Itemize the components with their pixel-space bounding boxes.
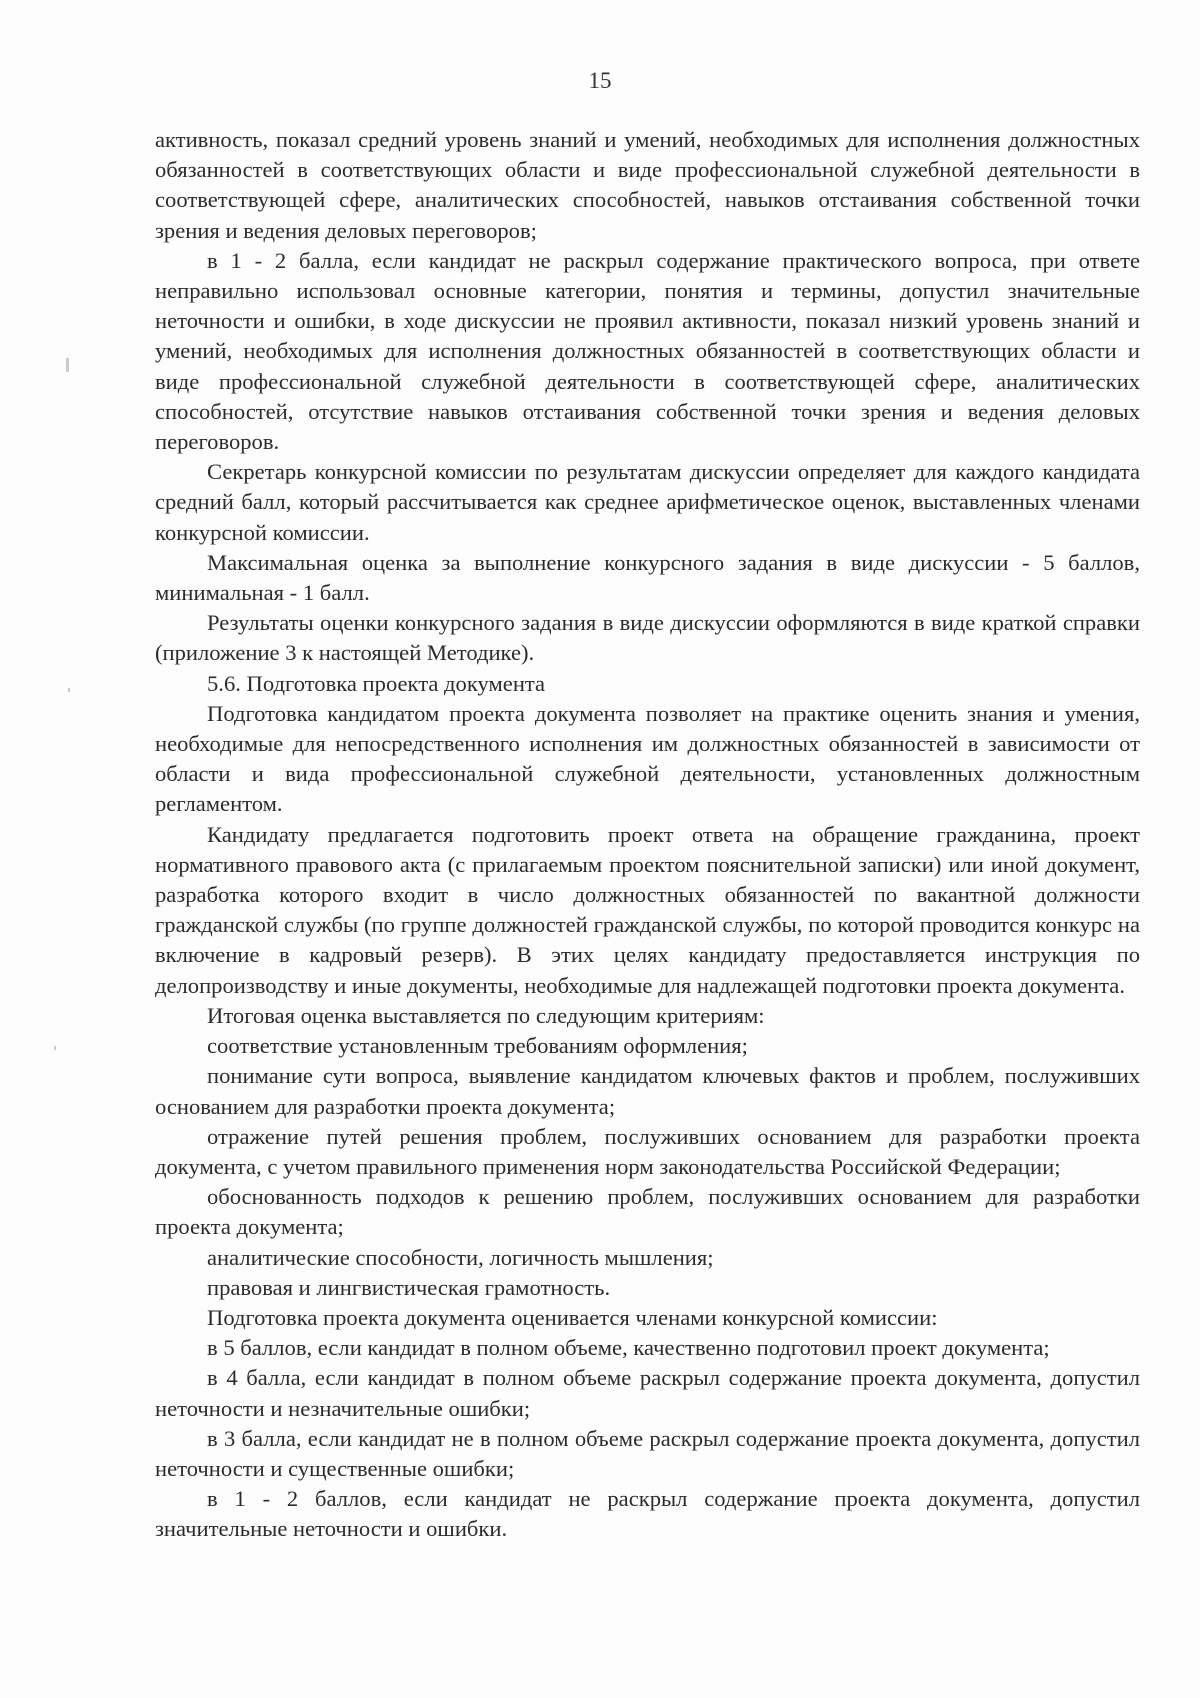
score-item: в 5 баллов, если кандидат в полном объеме, качественно подготовил проект документа; [207, 1335, 1050, 1361]
paragraph: Результаты оценки конкурсного задания в виде дискуссии оформляются в виде краткой справки (приложение 3 к настоящей Методике). [155, 610, 1140, 666]
score-item: в 1 - 2 баллов, если кандидат не раскрыл содержание проекта документа, допустил значительные неточности и ошибки. [155, 1486, 1140, 1542]
paragraph: Секретарь конкурсной комиссии по результатам дискуссии определяет для каждого кандидата средний балл, который рассчитывается как среднее арифметическое оценок, выставленных членами конкурсной комиссии. [155, 459, 1140, 545]
paragraph: в 1 - 2 балла, если кандидат не раскрыл содержание практического вопроса, при ответе неправильно использовал основные категории, понятия и термины, допустил значительные неточности и ошибки, в ходе дискуссии не проявил активности, показал низкий уровень знаний и умений, необходимых для исполнения должностных обязанностей в соответствующих области и виде профессиональной служебной деятельности в соответствующей сфере, аналитических способностей, отсутствие навыков отстаивания собственной точки зрения и ведения деловых переговоров. [155, 247, 1140, 455]
paragraph: Кандидату предлагается подготовить проект ответа на обращение гражданина, проект нормативного правового акта (с прилагаемым проектом пояснительной записки) или иной документ, разработка которого входит в число должностных обязанностей по вакантной должности гражданской службы (по группе должностей гражданской службы, по которой проводится конкурс на включение в кадровый резерв). В этих целях кандидату предоставляется инструкция по делопроизводству и иные документы, необходимые для надлежащей подготовки проекта документа. [155, 821, 1140, 998]
criteria-item: понимание сути вопроса, выявление кандидатом ключевых фактов и проблем, послуживших основанием для разработки проекта документа; [155, 1063, 1140, 1119]
paragraph: Итоговая оценка выставляется по следующим критериям: [207, 1002, 765, 1028]
scan-artifact [68, 688, 70, 692]
criteria-item: соответствие установленным требованиям оформления; [207, 1033, 748, 1059]
criteria-item: отражение путей решения проблем, послуживших основанием для разработки проекта документа, с учетом правильного применения норм законодательства Российской Федерации; [155, 1123, 1140, 1179]
criteria-item: обоснованность подходов к решению проблем, послуживших основанием для разработки проекта документа; [155, 1184, 1140, 1240]
paragraph: Максимальная оценка за выполнение конкурсного задания в виде дискуссии - 5 баллов, минимальная - 1 балл. [155, 549, 1140, 606]
paragraph: Подготовка кандидатом проекта документа позволяет на практике оценить знания и умения, необходимые для непосредственного исполнения им должностных обязанностей в зависимости от области и вида профессиональной служебной деятельности, установленных должностным регламентом. [155, 700, 1140, 817]
criteria-item: аналитические способности, логичность мышления; [207, 1244, 714, 1270]
document-body [155, 125, 1140, 1545]
paragraph: активность, показал средний уровень знаний и умений, необходимых для исполнения должностных обязанностей в соответствующих области и виде профессиональной служебной деятельности в соответствующей сфере, аналитических способностей, навыков отстаивания собственной точки зрения и ведения деловых переговоров; [155, 127, 1140, 243]
page-number: 15 [588, 68, 612, 93]
section-heading: 5.6. Подготовка проекта документа [207, 670, 546, 696]
scan-artifact [54, 1046, 56, 1050]
score-item: в 3 балла, если кандидат не в полном объеме раскрыл содержание проекта документа, допустил неточности и существенные ошибки; [155, 1425, 1140, 1481]
criteria-item: правовая и лингвистическая грамотность. [207, 1274, 611, 1300]
score-item: в 4 балла, если кандидат в полном объеме раскрыл содержание проекта документа, допустил неточности и незначительные ошибки; [155, 1365, 1140, 1421]
scan-artifact [66, 358, 69, 372]
paragraph: Подготовка проекта документа оценивается членами конкурсной комиссии: [207, 1304, 938, 1330]
